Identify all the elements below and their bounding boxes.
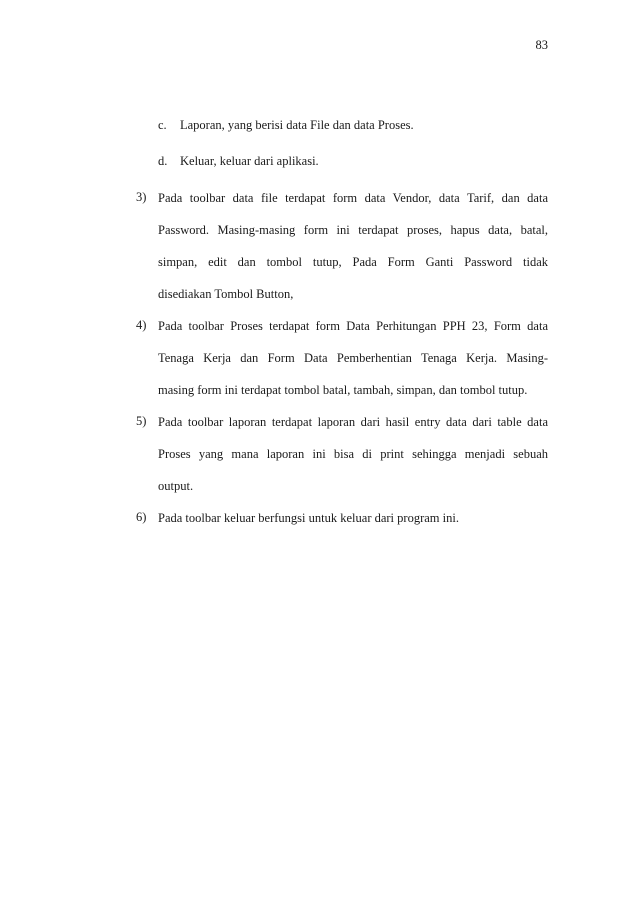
sub-list-text: Keluar, keluar dari aplikasi.	[180, 154, 319, 168]
list-item-body	[158, 190, 548, 318]
document-body	[136, 118, 548, 542]
text-line: Pada toolbar Proses terdapat form Data Perhitungan PPH 23, Form data	[158, 319, 548, 333]
list-marker: 4)	[136, 318, 147, 332]
list-item-3	[136, 190, 548, 318]
text-line: Password. Masing-masing form ini terdapat proses, hapus data, batal,	[158, 223, 548, 237]
sub-list-item-d	[136, 154, 548, 190]
text-line: Pada toolbar data file terdapat form data Vendor, data Tarif, dan data	[158, 191, 548, 205]
list-item-body	[158, 414, 548, 510]
page-number: 83	[535, 38, 548, 52]
text-line: simpan, edit dan tombol tutup, Pada Form Ganti Password tidak	[158, 255, 548, 269]
sub-list-marker: d.	[158, 154, 168, 168]
text-line: Pada toolbar laporan terdapat laporan dari hasil entry data dari table data	[158, 415, 548, 429]
text-line: Proses yang mana laporan ini bisa di print sehingga menjadi sebuah	[158, 447, 548, 461]
list-item-body	[158, 318, 548, 414]
text-line: Tenaga Kerja dan Form Data Pemberhentian Tenaga Kerja. Masing-	[158, 351, 548, 365]
list-marker: 5)	[136, 414, 147, 428]
list-item-4	[136, 318, 548, 414]
sub-list-marker: c.	[158, 118, 167, 132]
sub-list-item-c	[136, 118, 548, 154]
list-item-body	[158, 510, 548, 542]
list-item-5	[136, 414, 548, 510]
list-marker: 3)	[136, 190, 147, 204]
list-item-6	[136, 510, 548, 542]
text-line: Pada toolbar keluar berfungsi untuk keluar dari program ini.	[158, 511, 459, 525]
sub-list-text: Laporan, yang berisi data File dan data Proses.	[180, 118, 414, 132]
text-line: masing form ini terdapat tombol batal, tambah, simpan, dan tombol tutup.	[158, 383, 528, 397]
list-marker: 6)	[136, 510, 147, 524]
text-line: disediakan Tombol Button,	[158, 287, 294, 301]
text-line: output.	[158, 479, 194, 493]
